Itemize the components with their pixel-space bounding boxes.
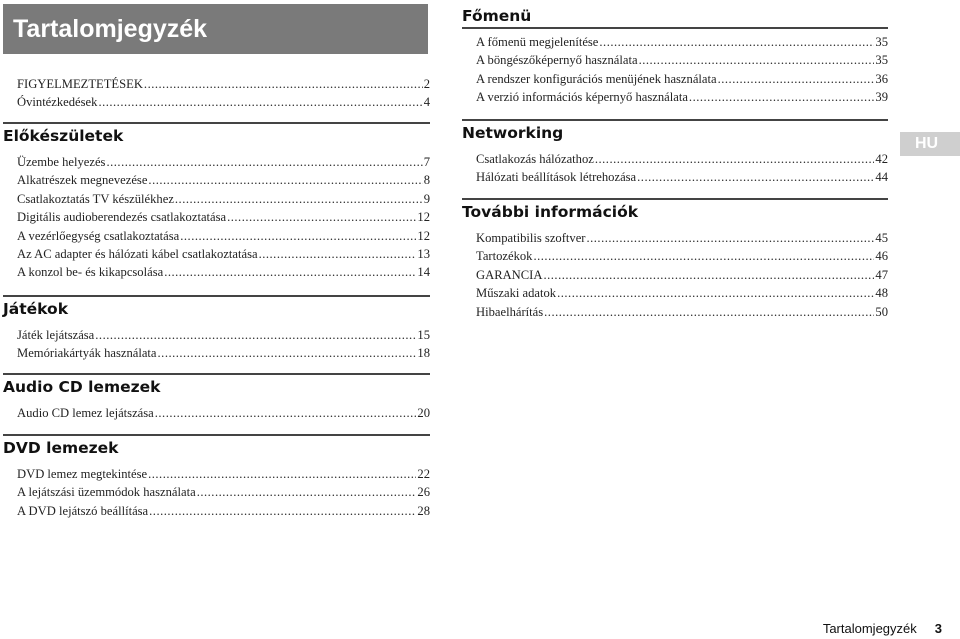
toc-entry[interactable]: A böngészőképernyő használata ..... 35 xyxy=(476,51,888,69)
toc-entry[interactable]: Memóriakártyák használata ..... 18 xyxy=(17,344,430,362)
toc-entry[interactable]: Üzembe helyezés ..... 7 xyxy=(17,153,430,171)
toc-entry[interactable]: A konzol be- és kikapcsolása ..... 14 xyxy=(17,263,430,281)
toc-list-fomenu xyxy=(476,33,888,107)
toc-entry[interactable]: Műszaki adatok ..... 48 xyxy=(476,284,888,302)
toc-entry[interactable]: A lejátszási üzemmódok használata ..... 26 xyxy=(17,483,430,501)
section-heading-tovabbi: További információk xyxy=(462,198,888,221)
section-heading-networking: Networking xyxy=(462,119,888,142)
toc-entry[interactable]: Digitális audioberendezés csatlakoztatása ..... 12 xyxy=(17,208,430,226)
section-heading-jatekok: Játékok xyxy=(3,295,430,318)
toc-list-dvd xyxy=(17,465,430,520)
footer-label: Tartalomjegyzék xyxy=(822,621,917,636)
toc-list-jatekok xyxy=(17,326,430,363)
toc-entry[interactable]: FIGYELMEZTETÉSEK ..... 2 xyxy=(17,75,430,93)
toc-list-tovabbi xyxy=(476,229,888,321)
language-tab: HU xyxy=(900,132,960,156)
toc-entry[interactable]: A vezérlőegység csatlakoztatása ..... 12 xyxy=(17,227,430,245)
toc-list-audio-cd xyxy=(17,404,430,422)
toc-entry[interactable]: Játék lejátszása ..... 15 xyxy=(17,326,430,344)
toc-entry[interactable]: A főmenü megjelenítése ..... 35 xyxy=(476,33,888,51)
toc-entry[interactable]: Csatlakoztatás TV készülékhez ..... 9 xyxy=(17,190,430,208)
toc-entry[interactable]: Kompatibilis szoftver ..... 45 xyxy=(476,229,888,247)
toc-entry[interactable]: A DVD lejátszó beállítása ..... 28 xyxy=(17,502,430,520)
page-footer xyxy=(823,621,942,636)
page-number: 3 xyxy=(934,621,942,636)
toc-entry[interactable]: Audio CD lemez lejátszása ..... 20 xyxy=(17,404,430,422)
section-heading-dvd: DVD lemezek xyxy=(3,434,430,457)
section-heading-audio-cd: Audio CD lemezek xyxy=(3,373,430,396)
toc-list-intro xyxy=(17,75,430,112)
toc-list-networking xyxy=(476,150,888,187)
toc-entry[interactable]: Hibaelhárítás ..... 50 xyxy=(476,303,888,321)
toc-entry[interactable]: Tartozékok ..... 46 xyxy=(476,247,888,265)
toc-entry[interactable]: GARANCIA ..... 47 xyxy=(476,266,888,284)
section-heading-fomenu: Főmenü xyxy=(462,7,532,25)
toc-entry[interactable]: Az AC adapter és hálózati kábel csatlakoztatása ..... 13 xyxy=(17,245,430,263)
toc-list-elokeszuletek xyxy=(17,153,430,282)
section-heading-elokeszuletek: Előkészületek xyxy=(3,122,430,145)
section-rule xyxy=(462,27,888,29)
toc-entry[interactable]: A rendszer konfigurációs menüjének használata ..... 36 xyxy=(476,70,888,88)
toc-entry[interactable]: Csatlakozás hálózathoz ..... 42 xyxy=(476,150,888,168)
toc-entry[interactable]: DVD lemez megtekintése ..... 22 xyxy=(17,465,430,483)
toc-entry[interactable]: Alkatrészek megnevezése ..... 8 xyxy=(17,171,430,189)
page-title: Tartalomjegyzék xyxy=(3,4,428,54)
toc-entry[interactable]: A verzió információs képernyő használata ..... 39 xyxy=(476,88,888,106)
toc-entry[interactable]: Hálózati beállítások létrehozása ..... 44 xyxy=(476,168,888,186)
toc-entry[interactable]: Óvintézkedések ..... 4 xyxy=(17,93,430,111)
